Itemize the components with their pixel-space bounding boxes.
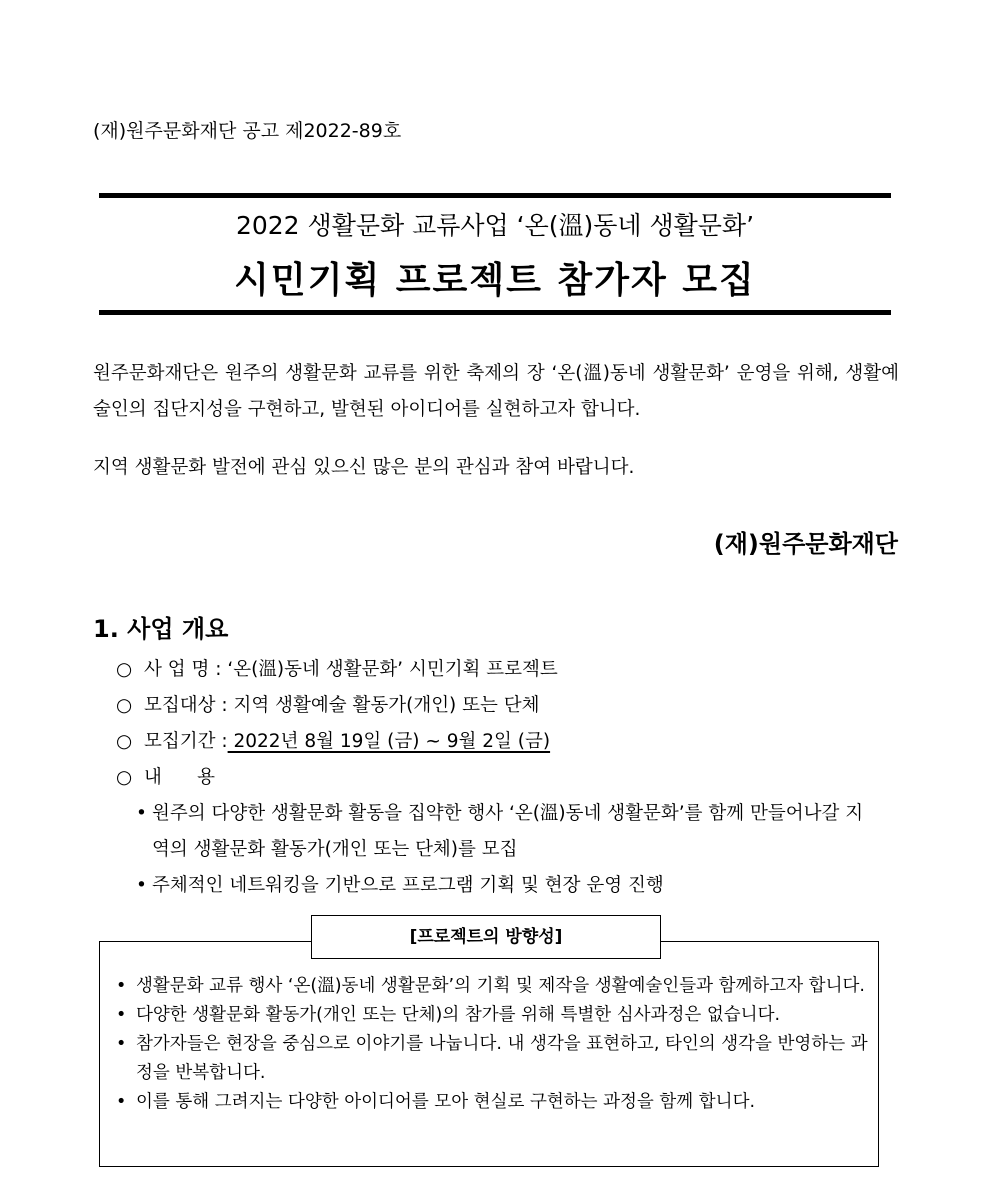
bullet-dot-icon: • — [116, 1005, 127, 1025]
item-label: 모집대상 : — [144, 695, 228, 716]
direction-item — [116, 1030, 868, 1088]
item-value: ‘온(溫)동네 생활문화’ 시민기획 프로젝트 — [227, 659, 558, 680]
overview-item-period — [116, 724, 876, 760]
document-title: 시민기획 프로젝트 참가자 모집 — [234, 260, 756, 301]
overview-list — [116, 652, 876, 904]
content-bullet-item — [136, 868, 876, 904]
section-title-overview: 1. 사업 개요 — [93, 615, 229, 643]
bullet-dot-icon: • — [136, 803, 147, 824]
notice-number: (재)원주문화재단 공고 제2022-89호 — [93, 120, 402, 142]
bullet-dot-icon: • — [116, 1092, 127, 1112]
item-value: 2022년 8월 19일 (금) ~ 9월 2일 (금) — [233, 731, 551, 752]
item-label: 사 업 명 : — [144, 659, 222, 680]
direction-item-text: 생활문화 교류 행사 ‘온(溫)동네 생활문화’의 기획 및 제작을 생활예술인들과 함께하고자 합니다. — [136, 976, 865, 996]
organization-signature: (재)원주문화재단 — [713, 530, 898, 558]
item-value: 지역 생활예술 활동가(개인) 또는 단체 — [233, 695, 540, 716]
direction-item-text: 참가자들은 현장을 중심으로 이야기를 나눕니다. 내 생각을 표현하고, 타인의 생각을 반영하는 과정을 반복합니다. — [136, 1034, 868, 1083]
title-box — [99, 193, 891, 315]
overview-item-project-name — [116, 652, 876, 688]
circle-bullet-icon: ○ — [116, 659, 133, 680]
content-bullets — [136, 796, 876, 904]
direction-item-text: 다양한 생활문화 활동가(개인 또는 단체)의 참가를 위해 특별한 심사과정은 없습니다. — [136, 1005, 781, 1025]
intro-paragraph-1: 원주문화재단은 원주의 생활문화 교류를 위한 축제의 장 ‘온(溫)동네 생활문화’ 운영을 위해, 생활예술인의 집단지성을 구현하고, 발현된 아이디어를 실현하고자 합니다. — [93, 363, 899, 420]
bullet-dot-icon: • — [116, 976, 127, 996]
direction-box-title: [프로젝트의 방향성] — [311, 915, 661, 959]
document-subtitle: 2022 생활문화 교류사업 ‘온(溫)동네 생활문화’ — [235, 211, 755, 240]
content-bullet-item — [136, 796, 876, 868]
overview-item-content — [116, 760, 876, 796]
overview-item-target — [116, 688, 876, 724]
direction-item — [116, 1001, 868, 1030]
circle-bullet-icon: ○ — [116, 767, 133, 788]
direction-item — [116, 1088, 868, 1117]
circle-bullet-icon: ○ — [116, 731, 133, 752]
direction-item — [116, 972, 868, 1001]
content-bullet-text: 주체적인 네트워킹을 기반으로 프로그램 기획 및 현장 운영 진행 — [152, 875, 664, 896]
circle-bullet-icon: ○ — [116, 695, 133, 716]
intro-paragraph-2: 지역 생활문화 발전에 관심 있으신 많은 분의 관심과 참여 바랍니다. — [93, 457, 635, 478]
direction-list — [116, 972, 868, 1117]
bullet-dot-icon: • — [116, 1034, 127, 1054]
direction-item-text: 이를 통해 그려지는 다양한 아이디어를 모아 현실로 구현하는 과정을 함께 합니다. — [136, 1092, 756, 1112]
content-bullet-text: 원주의 다양한 생활문화 활동을 집약한 행사 ‘온(溫)동네 생활문화’를 함께 만들어나갈 지역의 생활문화 활동가(개인 또는 단체)를 모집 — [152, 803, 864, 860]
bullet-dot-icon: • — [136, 875, 147, 896]
period-underlined — [116, 731, 550, 752]
item-label: 모집기간 : — [144, 731, 228, 752]
item-label: 내 용 — [144, 767, 216, 788]
